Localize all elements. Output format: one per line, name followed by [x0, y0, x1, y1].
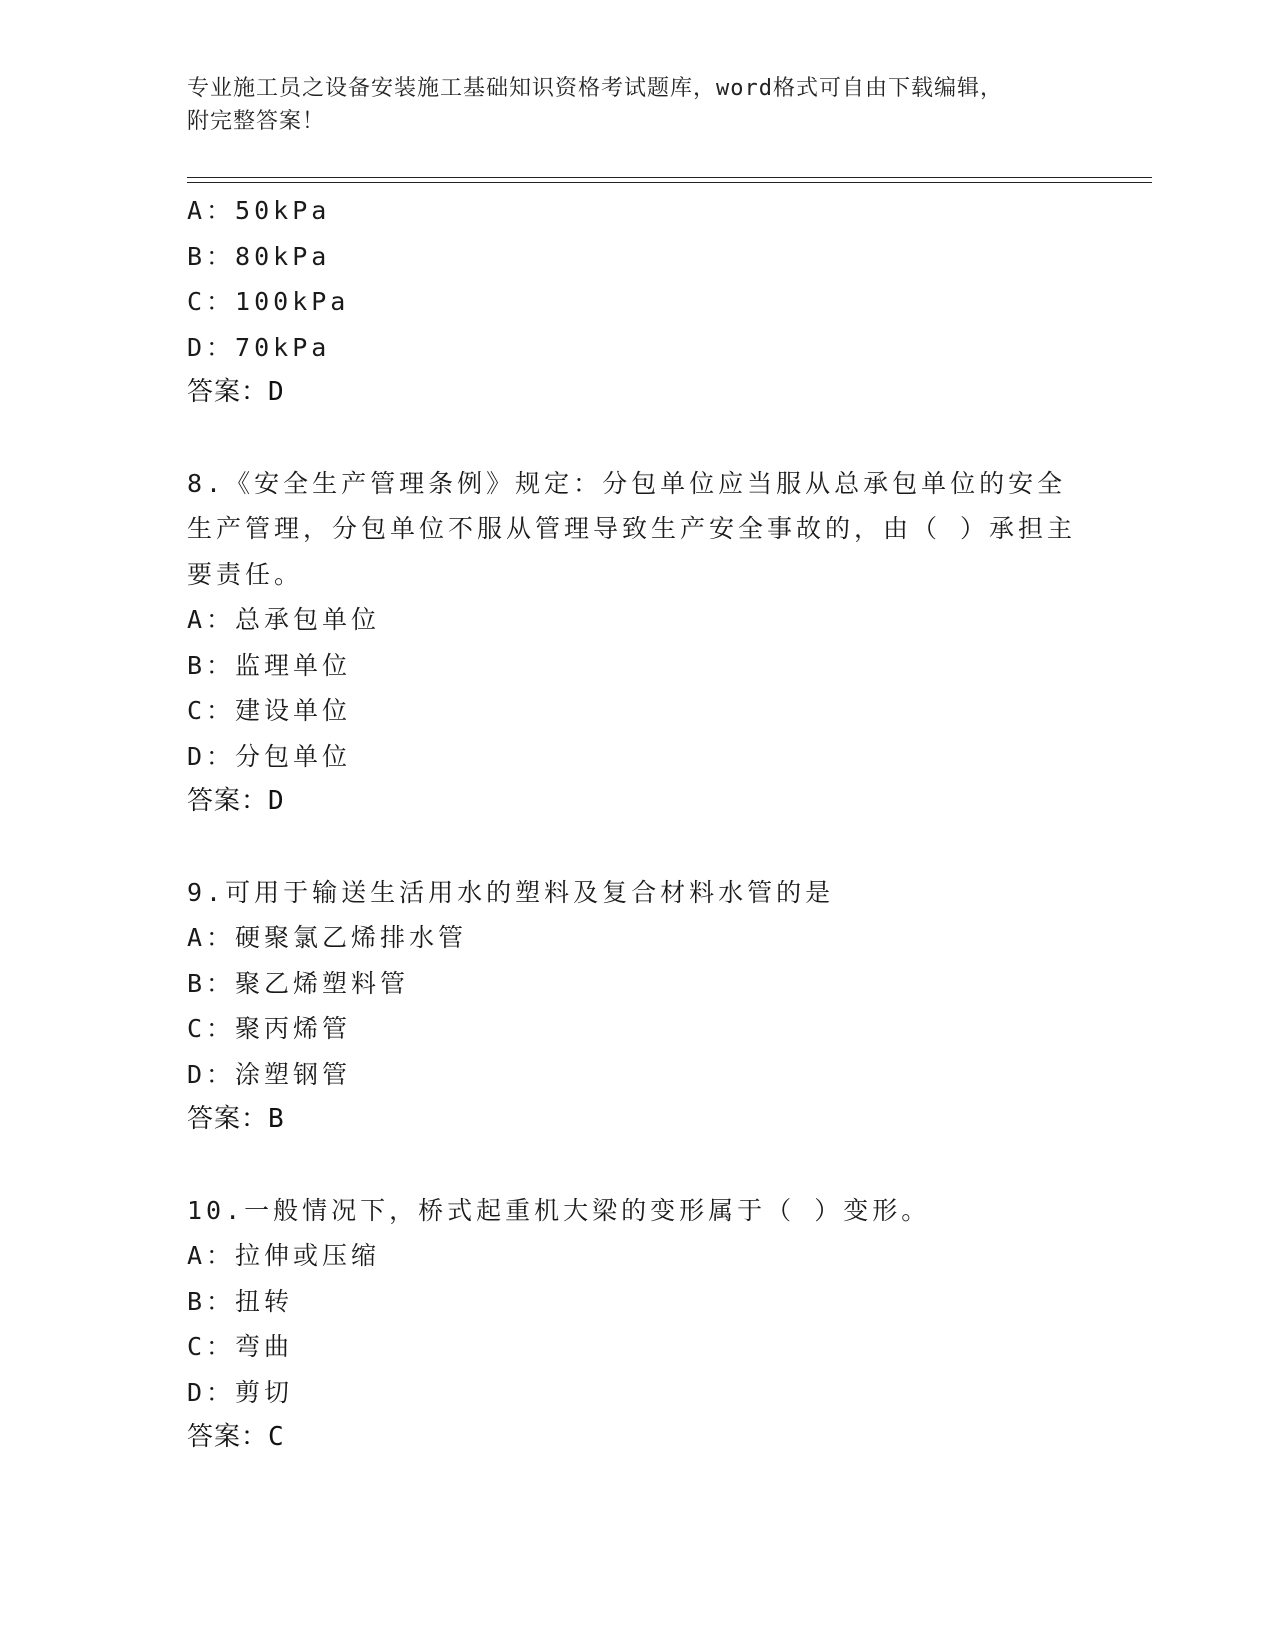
question-text-line-1: 10.一般情况下，桥式起重机大梁的变形属于（ ）变形。 [187, 1195, 931, 1225]
option-b: B：扭转 [187, 1286, 294, 1316]
option-d: D：分包单位 [187, 741, 352, 771]
spacer [187, 1143, 1087, 1188]
option-b: B：监理单位 [187, 650, 352, 680]
option-b: B：80kPa [187, 241, 331, 271]
header-rule-bottom [187, 182, 1152, 183]
header-rule-top [187, 177, 1152, 178]
spacer [187, 825, 1087, 870]
option-d: D：涂塑钢管 [187, 1059, 352, 1089]
header-line-2: 附完整答案！ [187, 109, 326, 134]
answer-line: 答案：D [187, 377, 285, 407]
answer-line: 答案：C [187, 1422, 285, 1452]
question-text-line-2: 生产管理，分包单位不服从管理导致生产安全事故的，由（ ）承担主 [187, 514, 1077, 543]
question-8 [187, 461, 1087, 825]
option-c: C：100kPa [187, 287, 350, 316]
question-9 [187, 870, 1087, 1143]
spacer [187, 416, 1087, 461]
question-text-line-3: 要责任。 [187, 559, 304, 589]
option-a: A：总承包单位 [187, 605, 381, 634]
question-text-line-1: 9.可用于输送生活用水的塑料及复合材料水管的是 [187, 877, 835, 907]
option-b: B：聚乙烯塑料管 [187, 968, 410, 998]
question-list [187, 188, 1087, 1461]
question-7 [187, 188, 1087, 416]
option-a: A：硬聚氯乙烯排水管 [187, 923, 468, 952]
answer-line: 答案：B [187, 1104, 285, 1134]
option-d: D：70kPa [187, 332, 331, 362]
option-d: D：剪切 [187, 1377, 294, 1407]
question-10 [187, 1188, 1087, 1461]
option-a: A：拉伸或压缩 [187, 1241, 381, 1270]
question-text-line-1: 8.《安全生产管理条例》规定：分包单位应当服从总承包单位的安全 [187, 468, 1067, 498]
option-c: C：聚丙烯管 [187, 1014, 352, 1043]
header-line-1: 专业施工员之设备安装施工基础知识资格考试题库，word格式可自由下载编辑， [187, 76, 1003, 101]
page-header [187, 72, 1067, 138]
option-c: C：建设单位 [187, 696, 352, 725]
option-c: C：弯曲 [187, 1332, 294, 1361]
option-a: A：50kPa [187, 196, 331, 225]
answer-line: 答案：D [187, 786, 285, 816]
